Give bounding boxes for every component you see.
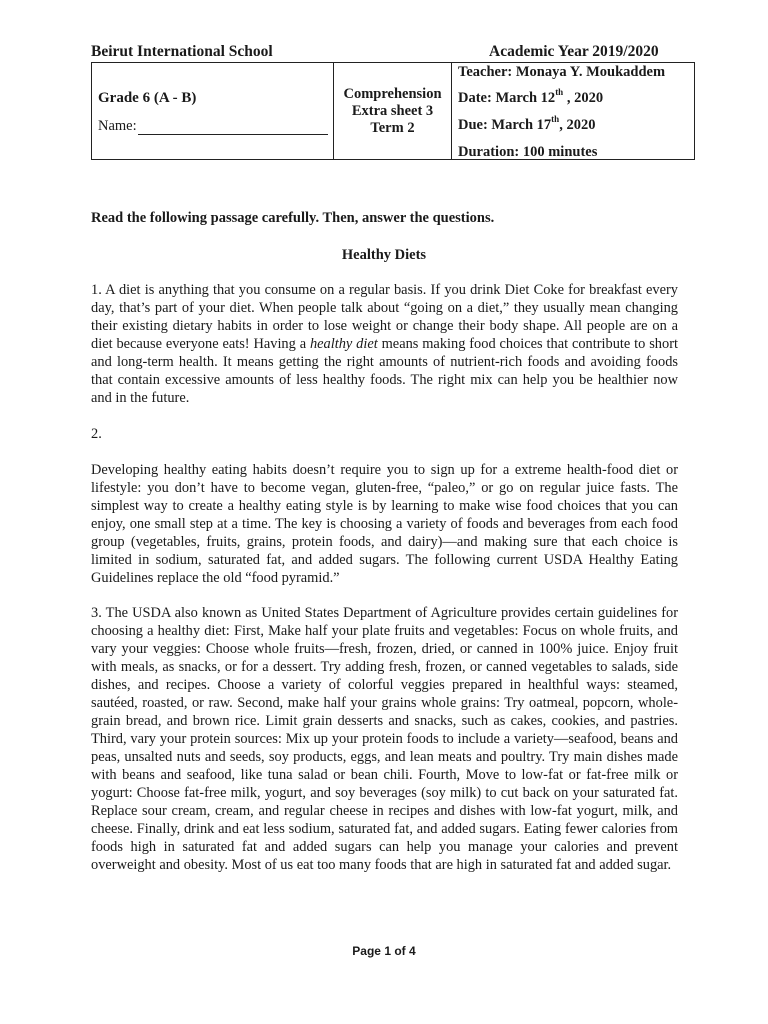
document-header xyxy=(91,43,671,63)
paragraph-1: 1. A diet is anything that you consume on a regular basis. If you drink Diet Coke for breakfast every day, that’s part of your diet. When people talk about “going on a diet,” they usually mean changing their existing dietary habits in order to lose weight or change their body shape. All people are on a diet because everyone eats! Having a healthy diet means making food choices that contribute to short and long-term health. It means getting the right amounts of nutrient-rich foods and avoiding foods that contain excessive amounts of less healthy foods. The right mix can help you be healthier now and in the future. xyxy=(91,282,678,406)
passage-title: Healthy Diets xyxy=(341,247,427,263)
duration-line: Duration: 100 minutes xyxy=(458,144,598,160)
subject-line-1: Comprehension xyxy=(343,85,442,102)
date-line: Date: March 12th , 2020 xyxy=(458,87,604,106)
paragraph-3: 3. The USDA also known as United States Department of Agriculture provides certain guidelines for choosing a healthy diet: First, Make half your plate fruits and vegetables: Focus on whole fruits, and vary your veggies: Choose whole fruits—fresh, frozen, dried, or canned in 100% juice. Enjoy fruit with meals, as snacks, or for a dessert. Try adding fresh, frozen, or canned vegetables to salads, side dishes, and recipes. Choose a variety of colorful veggies prepared in healthful ways: steamed, sautéed, roasted, or raw. Second, make half your grains whole grains: Try oatmeal, popcorn, whole-grain bread, and brown rice. Limit grain desserts and snacks, such as cakes, cookies, and pastries. Third, vary your protein sources: Mix up your protein foods to include a variety—seafood, beans and peas, unsalted nuts and seeds, soy products, eggs, and lean meats and poultry. Try main dishes made with beans and seafood, like tuna salad or bean chili. Fourth, Move to low-fat or fat-free milk or yogurt: Choose fat-free milk, yogurt, and soy beverages (soy milk) to cut back on your saturated fat. Replace sour cream, cream, and regular cheese in recipes and dishes with low-fat yogurt, milk, and cheese. Finally, drink and eat less sodium, saturated fat, and added sugars. Eating fewer calories from foods high in saturated fat and added sugars can help you manage your calories and prevent overweight and obesity. Most of us eat too many foods that are high in saturated fat and added sugar. xyxy=(91,605,678,873)
subject-cell xyxy=(334,63,452,160)
school-name: Beirut International School xyxy=(91,43,273,60)
teacher-name: Teacher: Monaya Y. Moukaddem xyxy=(458,64,666,80)
name-row xyxy=(98,118,328,135)
details-cell xyxy=(452,63,695,160)
name-blank-line[interactable] xyxy=(138,121,328,135)
academic-year: Academic Year 2019/2020 xyxy=(489,43,659,60)
paragraph-2-number: 2. xyxy=(91,426,102,442)
info-table xyxy=(91,62,695,160)
current-page: 1 xyxy=(384,944,391,958)
total-pages: 4 xyxy=(409,944,416,958)
paragraph-2: Developing healthy eating habits doesn’t require you to sign up for a extreme health-food diet or lifestyle: you don’t have to become vegan, gluten-free, “paleo,” or go on regular juice fasts. The simplest way to create a healthy eating style is by learning to make wise food choices that you can enjoy, one small step at a time. The key is choosing a variety of foods and beverages from each food group (vegetables, fruits, grains, protein foods, and dairy)—and making sure that each choice is limited in sodium, saturated fat, and added sugars. The following current USDA Healthy Eating Guidelines replace the old “food pyramid.” xyxy=(91,462,678,586)
subject-line-2: Extra sheet 3 xyxy=(351,102,434,119)
due-date-line: Due: March 17th, 2020 xyxy=(458,114,596,133)
student-cell xyxy=(92,63,334,160)
grade-label: Grade 6 (A - B) xyxy=(98,90,197,106)
healthy-diet-emphasis: healthy diet xyxy=(309,336,378,352)
subject-line-3: Term 2 xyxy=(370,119,415,136)
name-label: Name: xyxy=(98,118,137,134)
instructions: Read the following passage carefully. Then, answer the questions. xyxy=(91,210,495,226)
page-footer: Page 1 of 4 xyxy=(352,944,416,958)
